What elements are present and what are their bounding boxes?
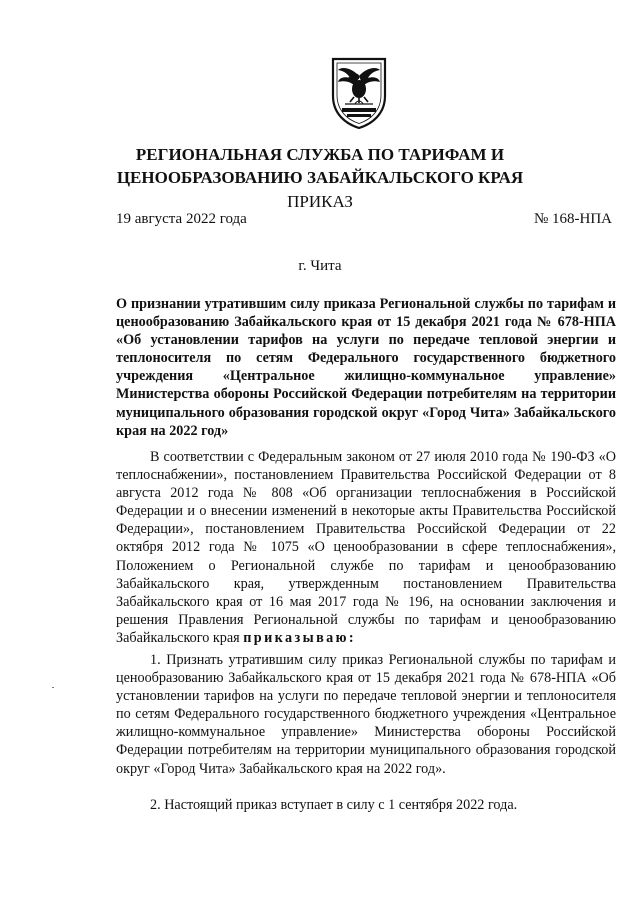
order-word: приказываю: bbox=[243, 629, 356, 646]
document-type: ПРИКАЗ bbox=[287, 192, 353, 211]
order-item-1: 1. Признать утратившим силу приказ Региональной службы по тарифам и ценообразованию Забайкальского края от 15 декабря 2021 года № 678-НПА «Об установлении тарифов на услуги по передаче тепловой энергии и теплоносителя по сетям Федерального государственного бюджетного учреждения «Центральное жилищно-коммунальное управление» Министерства обороны Российской Федерации потребителям на территории муниципального образования городской округ «Город Чита» Забайкальского края на 2022 год». bbox=[116, 652, 616, 777]
order-item-2: 2. Настоящий приказ вступает в силу с 1 сентября 2022 года. bbox=[150, 797, 518, 813]
preamble-text: В соответствии с Федеральным законом от 27 июля 2010 года № 190-ФЗ «О теплоснабжении», постановлением Правительства Российской Федерации от 8 августа 2012 года № 808 «Об организации теплоснабжения в Российской Федерации и о внесении изменений в некоторые акты Правительства Российской Федерации», постановлением Правительства Российской Федерации от 22 октября 2012 года № 1075 «О ценообразовании в сфере теплоснабжения», Положением о Региональной службе по тарифам и ценообразованию Забайкальского края, утвержденным постановлением Правительства Забайкальского края от 16 мая 2017 года № 196, на основании заключения и решения Правления Региональной службы по тарифам и ценообразованию Забайкальского края bbox=[116, 449, 616, 646]
order-title: О признании утратившим силу приказа Региональной службы по тарифам и ценообразованию Забайкальского края от 15 декабря 2021 года № 678-НПА «Об установлении тарифов на услуги по передаче тепловой энергии и теплоносителя по сетям Федерального государственного бюджетного учреждения «Центральное жилищно-коммунальное управление» Министерства обороны Российской Федерации потребителям на территории муниципального образования городской округ «Город Чита» Забайкальского края на 2022 год» bbox=[116, 296, 616, 439]
organization-name-line-2: ЦЕНООБРАЗОВАНИЮ ЗАБАЙКАЛЬСКОГО КРАЯ bbox=[116, 168, 524, 187]
organization-name bbox=[100, 143, 540, 189]
organization-name-line-1: РЕГИОНАЛЬНАЯ СЛУЖБА ПО ТАРИФАМ И bbox=[135, 145, 505, 164]
coat-of-arms-icon bbox=[328, 56, 390, 130]
document-number: № 168-НПА bbox=[533, 211, 612, 227]
preamble-paragraph bbox=[116, 448, 616, 647]
scan-speck bbox=[52, 687, 54, 688]
document-city: г. Чита bbox=[298, 258, 342, 274]
document-date: 19 августа 2022 года bbox=[116, 211, 247, 227]
